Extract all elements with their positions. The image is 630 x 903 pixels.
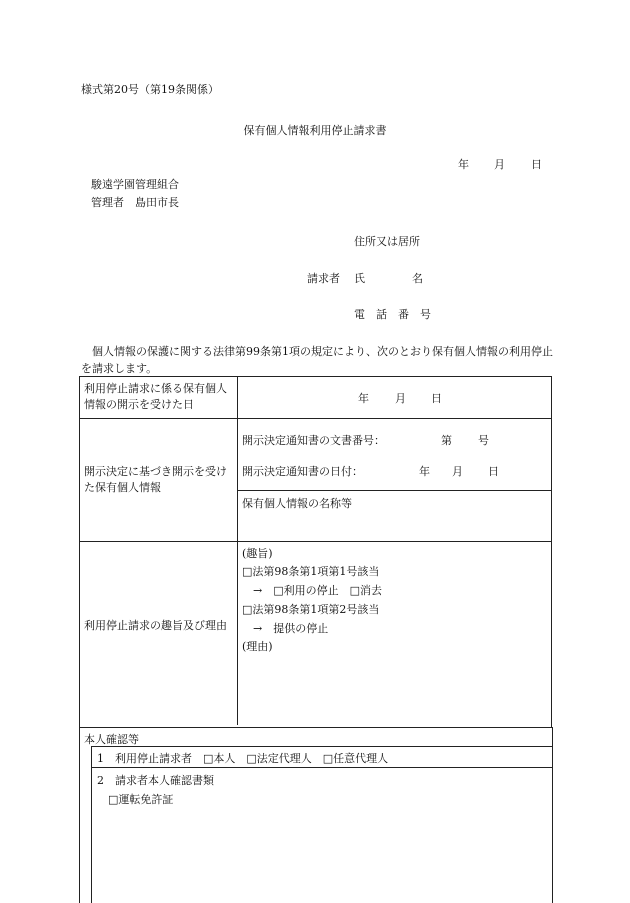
notice-doc-go: 号 — [478, 434, 489, 447]
notice-date-day: 日 — [488, 465, 499, 478]
notice-date-year: 年 — [419, 465, 430, 478]
disclosed-info-label: 開示決定に基づき開示を受けた保有個人情報 — [84, 465, 227, 494]
phone-label: 電 話 番 号 — [354, 308, 431, 321]
name-label-1: 氏 — [354, 272, 365, 285]
form-number: 様式第20号（第19条関係） — [81, 83, 219, 96]
notice-date-month: 月 — [452, 465, 463, 478]
purpose-option-2-sub: → 提供の停止 — [242, 622, 329, 635]
purpose-reason-label: 利用停止請求の趣旨及び理由 — [84, 619, 227, 632]
date-day-label: 日 — [531, 158, 542, 171]
notice-date-label: 開示決定通知書の日付： — [242, 465, 363, 478]
date-month-label: 月 — [494, 158, 505, 171]
disclosure-date-label: 利用停止請求に係る保有個人情報の開示を受けた日 — [84, 382, 227, 411]
purpose-option-1-sub: → □利用の停止 □消去 — [242, 584, 383, 597]
disclosure-date-day: 日 — [431, 392, 442, 405]
requester-label: 請求者 — [307, 272, 340, 285]
purpose-heading: (趣旨) — [242, 547, 273, 560]
reason-heading: (理由) — [242, 640, 273, 653]
disclosure-date-month: 月 — [395, 392, 406, 405]
notice-doc-dai: 第 — [441, 434, 452, 447]
addressee-org: 駿遠学園管理組合 — [91, 178, 179, 191]
name-label-2: 名 — [412, 272, 423, 285]
info-name-label: 保有個人情報の名称等 — [242, 497, 352, 510]
identity-item-2-title: 2 請求者本人確認書類 — [97, 774, 214, 787]
identity-header: 本人確認等 — [84, 733, 139, 746]
date-year-label: 年 — [458, 158, 469, 171]
intro-paragraph: 個人情報の保護に関する法律第99条第1項の規定により、次のとおり保有個人情報の利用停止を請求します。 — [81, 345, 553, 375]
addressee-manager: 管理者 島田市長 — [91, 196, 179, 209]
identity-item-1: 1 利用停止請求者 □本人 □法定代理人 □任意代理人 — [97, 752, 389, 765]
identity-item-2-option-license: □運転免許証 — [108, 793, 174, 806]
purpose-option-2: □法第98条第1項第2号該当 — [242, 603, 380, 616]
purpose-option-1: □法第98条第1項第1号該当 — [242, 565, 380, 578]
notice-doc-no-label: 開示決定通知書の文書番号： — [242, 434, 385, 447]
document-title: 保有個人情報利用停止請求書 — [243, 124, 387, 137]
address-label: 住所又は居所 — [354, 235, 420, 248]
disclosure-date-year: 年 — [358, 392, 369, 405]
